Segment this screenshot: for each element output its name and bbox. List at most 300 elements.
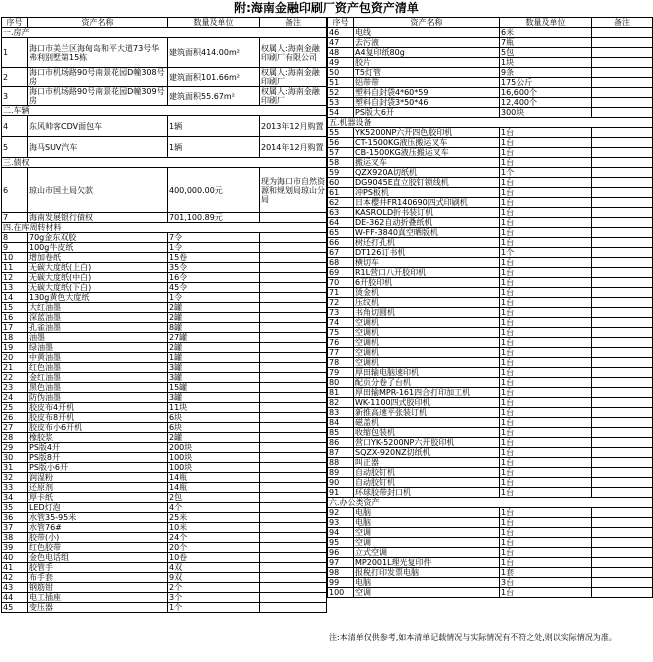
- cell-no: 36: [2, 513, 28, 523]
- cell-remark: [592, 318, 653, 328]
- cell-no: 97: [328, 558, 354, 568]
- cell-no: 98: [328, 568, 354, 578]
- table-row: [328, 328, 653, 338]
- table-row: [328, 568, 653, 578]
- table-row: [2, 593, 327, 603]
- cell-name: 无碳大度纸(上白): [28, 263, 168, 273]
- cell-no: 91: [328, 488, 354, 498]
- cell-qty: 1个: [168, 603, 260, 613]
- cell-qty: 1个: [500, 168, 592, 178]
- cell-name: 空调机: [354, 328, 500, 338]
- cell-name: LED灯泡: [28, 503, 168, 513]
- cell-remark: [260, 593, 327, 603]
- cell-name: 新推高速平张装订机: [354, 408, 500, 418]
- cell-remark: [592, 468, 653, 478]
- cell-remark: [260, 513, 327, 523]
- section-row: [2, 28, 327, 38]
- cell-name: 胶片: [354, 58, 500, 68]
- cell-name: 还原剂: [28, 483, 168, 493]
- cell-remark: [260, 423, 327, 433]
- cell-name: 营口YK-5200NP六开胶印机: [354, 438, 500, 448]
- table-row: [2, 38, 327, 68]
- cell-no: 13: [2, 283, 28, 293]
- cell-remark: [592, 98, 653, 108]
- cell-name: 深蓝油墨: [28, 313, 168, 323]
- table-row: [2, 583, 327, 593]
- cell-name: 东风帅客CDV面包车: [28, 116, 168, 137]
- cell-no: 55: [328, 128, 354, 138]
- table-row: [2, 353, 327, 363]
- table-row: [328, 178, 653, 188]
- cell-remark: [260, 503, 327, 513]
- cell-name: 孔雀油墨: [28, 323, 168, 333]
- cell-no: 85: [328, 428, 354, 438]
- table-row: [328, 428, 653, 438]
- cell-no: 18: [2, 333, 28, 343]
- cell-no: 61: [328, 188, 354, 198]
- cell-name: 厚田输电脑速印机: [354, 368, 500, 378]
- cell-no: 11: [2, 263, 28, 273]
- cell-qty: 1台: [500, 278, 592, 288]
- cell-no: 74: [328, 318, 354, 328]
- table-row: [328, 448, 653, 458]
- cell-name: 金红油墨: [28, 373, 168, 383]
- cell-no: 33: [2, 483, 28, 493]
- table-row: [328, 398, 653, 408]
- cell-no: 76: [328, 338, 354, 348]
- cell-no: 83: [328, 408, 354, 418]
- cell-remark: [260, 393, 327, 403]
- cell-remark: [592, 408, 653, 418]
- cell-remark: [592, 458, 653, 468]
- cell-name: A4复印纸80g: [354, 48, 500, 58]
- cell-qty: 1辆: [168, 137, 260, 158]
- table-row: [2, 263, 327, 273]
- cell-no: 48: [328, 48, 354, 58]
- cell-remark: [592, 538, 653, 548]
- table-row: [328, 518, 653, 528]
- cell-qty: 6块: [168, 413, 260, 423]
- cell-no: 27: [2, 423, 28, 433]
- table-row: [2, 573, 327, 583]
- cell-remark: [592, 258, 653, 268]
- table-row: [328, 138, 653, 148]
- cell-name: 水管35-95米: [28, 513, 168, 523]
- cell-no: 3: [2, 87, 28, 106]
- cell-remark: [592, 48, 653, 58]
- cell-qty: 300块: [500, 108, 592, 118]
- table-row: [2, 233, 327, 243]
- table-row: [328, 438, 653, 448]
- table-row: [328, 38, 653, 48]
- table-row: [2, 453, 327, 463]
- cell-no: 52: [328, 88, 354, 98]
- cell-qty: 1台: [500, 428, 592, 438]
- table-row: [328, 98, 653, 108]
- table-row: [2, 413, 327, 423]
- cell-no: 29: [2, 443, 28, 453]
- cell-name: 胶皮布小6开机: [28, 423, 168, 433]
- cell-remark: [260, 403, 327, 413]
- cell-name: 金色电话组: [28, 553, 168, 563]
- cell-qty: 1台: [500, 448, 592, 458]
- cell-qty: 1台: [500, 418, 592, 428]
- cell-remark: 2013年12月购置: [260, 116, 327, 137]
- table-row: [328, 418, 653, 428]
- cell-qty: 10米: [168, 523, 260, 533]
- cell-name: QZX920A切纸机: [354, 168, 500, 178]
- cell-qty: 20个: [168, 543, 260, 553]
- cell-name: 塑料自封袋4*60*59: [354, 88, 500, 98]
- cell-no: 25: [2, 403, 28, 413]
- cell-qty: 1台: [500, 258, 592, 268]
- cell-name: 冲PS板机: [354, 188, 500, 198]
- cell-remark: [592, 78, 653, 88]
- cell-no: 41: [2, 563, 28, 573]
- cell-no: 100: [328, 588, 354, 598]
- cell-remark: [260, 443, 327, 453]
- cell-name: 压纹机: [354, 298, 500, 308]
- cell-name: 树还打孔机: [354, 238, 500, 248]
- col-header-qty: 数量及单位: [168, 18, 260, 28]
- cell-no: 19: [2, 343, 28, 353]
- col-header-no: 序号: [328, 18, 354, 28]
- cell-qty: 1台: [500, 588, 592, 598]
- cell-name: 环球胶带封口机: [354, 488, 500, 498]
- cell-remark: [592, 428, 653, 438]
- cell-remark: [260, 373, 327, 383]
- col-header-remark: 备注: [592, 18, 653, 28]
- cell-remark: [260, 463, 327, 473]
- cell-no: 51: [328, 78, 354, 88]
- cell-qty: 701,100.89元: [168, 213, 260, 223]
- cell-name: 6开胶印机: [354, 278, 500, 288]
- section-row: [328, 118, 653, 128]
- cell-no: 40: [2, 553, 28, 563]
- table-row: [2, 513, 327, 523]
- table-row: [2, 463, 327, 473]
- table-row: [2, 273, 327, 283]
- cell-no: 31: [2, 463, 28, 473]
- cell-qty: 1台: [500, 518, 592, 528]
- cell-no: 15: [2, 303, 28, 313]
- cell-no: 89: [328, 468, 354, 478]
- cell-remark: [592, 508, 653, 518]
- cell-no: 24: [2, 393, 28, 403]
- cell-no: 53: [328, 98, 354, 108]
- cell-remark: 权属人:海南金融印刷厂有限公司: [260, 38, 327, 68]
- table-row: [2, 343, 327, 353]
- cell-name: 水管76#: [28, 523, 168, 533]
- cell-name: PS版8开: [28, 453, 168, 463]
- cell-no: 1: [2, 38, 28, 68]
- table-row: [328, 278, 653, 288]
- cell-remark: 权属人:海南金融印刷厂: [260, 87, 327, 106]
- table-row: [328, 508, 653, 518]
- cell-no: 56: [328, 138, 354, 148]
- cell-name: 自动胶钉机: [354, 468, 500, 478]
- cell-remark: [260, 273, 327, 283]
- cell-remark: [592, 28, 653, 38]
- cell-qty: 1罐: [168, 353, 260, 363]
- table-row: [2, 403, 327, 413]
- cell-qty: 1台: [500, 488, 592, 498]
- cell-no: 90: [328, 478, 354, 488]
- cell-no: 77: [328, 348, 354, 358]
- cell-remark: [592, 518, 653, 528]
- col-header-name: 资产名称: [28, 18, 168, 28]
- cell-qty: 建筑面积101.66m²: [168, 68, 260, 87]
- cell-no: 4: [2, 116, 28, 137]
- page-title: 附:海南金融印刷厂资产包资产清单: [234, 1, 419, 15]
- cell-no: 64: [328, 218, 354, 228]
- cell-no: 99: [328, 578, 354, 588]
- cell-qty: 4双: [168, 563, 260, 573]
- cell-no: 47: [328, 38, 354, 48]
- table-row: [328, 298, 653, 308]
- cell-remark: [592, 528, 653, 538]
- cell-name: 无碳大度纸(下白): [28, 283, 168, 293]
- cell-qty: 100块: [168, 453, 260, 463]
- cell-name: R1L营口八开胶印机: [354, 268, 500, 278]
- table-row: [328, 68, 653, 78]
- cell-no: 8: [2, 233, 28, 243]
- cell-no: 38: [2, 533, 28, 543]
- table-row: [328, 488, 653, 498]
- cell-no: 5: [2, 137, 28, 158]
- cell-name: 配页分卷了台机: [354, 378, 500, 388]
- cell-qty: 1台: [500, 508, 592, 518]
- table-row: [2, 543, 327, 553]
- cell-no: 94: [328, 528, 354, 538]
- table-row: [328, 188, 653, 198]
- cell-no: 14: [2, 293, 28, 303]
- cell-no: 66: [328, 238, 354, 248]
- cell-qty: 3台: [500, 578, 592, 588]
- cell-qty: 9条: [500, 68, 592, 78]
- cell-remark: [260, 573, 327, 583]
- cell-remark: [592, 588, 653, 598]
- cell-qty: 27罐: [168, 333, 260, 343]
- cell-qty: 1台: [500, 208, 592, 218]
- cell-qty: 6块: [168, 423, 260, 433]
- cell-name: 电脑: [354, 508, 500, 518]
- section-title: 五.机器设备: [328, 118, 653, 128]
- cell-no: 6: [2, 168, 28, 213]
- table-row: [2, 553, 327, 563]
- cell-remark: [592, 278, 653, 288]
- table-row: [2, 303, 327, 313]
- cell-qty: 5包: [500, 48, 592, 58]
- cell-name: WK-1100四式胶印机: [354, 398, 500, 408]
- table-row: [2, 243, 327, 253]
- cell-remark: [592, 488, 653, 498]
- cell-name: T5灯管: [354, 68, 500, 78]
- cell-remark: [592, 368, 653, 378]
- cell-no: 88: [328, 458, 354, 468]
- table-row: [328, 208, 653, 218]
- cell-name: 钢筋钳: [28, 583, 168, 593]
- cell-no: 68: [328, 258, 354, 268]
- table-row: [328, 238, 653, 248]
- cell-name: 铝带带: [354, 78, 500, 88]
- cell-no: 42: [2, 573, 28, 583]
- footnote: 注:本清单仅供参考,如本清单记载情况与实际情况有不符之处,则以实际情况为准。: [329, 633, 617, 642]
- cell-name: PS版4开: [28, 443, 168, 453]
- cell-qty: 1台: [500, 138, 592, 148]
- cell-remark: [592, 298, 653, 308]
- table-row: [328, 268, 653, 278]
- table-row: [2, 523, 327, 533]
- cell-remark: [592, 58, 653, 68]
- cell-name: 黑色油墨: [28, 383, 168, 393]
- table-row: [2, 116, 327, 137]
- cell-remark: 权属人:海南金融印刷厂: [260, 68, 327, 87]
- cell-qty: 3罐: [168, 363, 260, 373]
- cell-name: 70g金东双胶: [28, 233, 168, 243]
- cell-remark: [260, 283, 327, 293]
- cell-no: 22: [2, 373, 28, 383]
- cell-name: 收缩包装机: [354, 428, 500, 438]
- cell-remark: [260, 333, 327, 343]
- cell-remark: [260, 253, 327, 263]
- cell-no: 49: [328, 58, 354, 68]
- cell-name: 海南发展银行债权: [28, 213, 168, 223]
- table-row: [328, 468, 653, 478]
- cell-qty: 1台: [500, 218, 592, 228]
- cell-qty: 1台: [500, 318, 592, 328]
- table-row: [328, 348, 653, 358]
- table-row: [2, 483, 327, 493]
- cell-no: 87: [328, 448, 354, 458]
- cell-no: 72: [328, 298, 354, 308]
- cell-qty: 400,000.00元: [168, 168, 260, 213]
- cell-remark: [592, 178, 653, 188]
- cell-remark: [260, 323, 327, 333]
- cell-name: 搬运叉车: [354, 158, 500, 168]
- cell-qty: 1台: [500, 178, 592, 188]
- table-row: [328, 258, 653, 268]
- cell-remark: [260, 303, 327, 313]
- cell-name: 磁盖机: [354, 418, 500, 428]
- cell-no: 32: [2, 473, 28, 483]
- cell-name: 布手套: [28, 573, 168, 583]
- cell-remark: [592, 158, 653, 168]
- section-title: 三.债权: [2, 158, 327, 168]
- cell-qty: 3个: [168, 593, 260, 603]
- cell-qty: 2罐: [168, 343, 260, 353]
- cell-no: 86: [328, 438, 354, 448]
- table-row: [328, 578, 653, 588]
- cell-no: 93: [328, 518, 354, 528]
- cell-qty: 1块: [500, 58, 592, 68]
- cell-no: 80: [328, 378, 354, 388]
- cell-qty: 1个: [500, 248, 592, 258]
- cell-no: 45: [2, 603, 28, 613]
- cell-qty: 1台: [500, 388, 592, 398]
- cell-remark: [592, 138, 653, 148]
- table-row: [328, 168, 653, 178]
- table-row: [328, 198, 653, 208]
- cell-qty: 25米: [168, 513, 260, 523]
- table-row: [2, 563, 327, 573]
- cell-no: 65: [328, 228, 354, 238]
- section-title: 六.办公类资产: [328, 498, 653, 508]
- cell-remark: [592, 198, 653, 208]
- col-header-remark: 备注: [260, 18, 327, 28]
- cell-qty: 建筑面积414.00m²: [168, 38, 260, 68]
- cell-name: 红色油墨: [28, 363, 168, 373]
- cell-no: 78: [328, 358, 354, 368]
- cell-no: 21: [2, 363, 28, 373]
- cell-remark: [260, 453, 327, 463]
- header-row: [328, 18, 653, 28]
- table-row: [328, 388, 653, 398]
- cell-qty: 1台: [500, 328, 592, 338]
- cell-qty: 1套: [500, 568, 592, 578]
- cell-no: 54: [328, 108, 354, 118]
- table-row: [328, 228, 653, 238]
- cell-name: 空调: [354, 588, 500, 598]
- cell-remark: [592, 248, 653, 258]
- cell-remark: [592, 578, 653, 588]
- cell-remark: [592, 338, 653, 348]
- cell-remark: [592, 398, 653, 408]
- cell-qty: 9双: [168, 573, 260, 583]
- cell-no: 96: [328, 548, 354, 558]
- cell-name: 电线: [354, 28, 500, 38]
- cell-remark: [592, 378, 653, 388]
- cell-remark: [592, 88, 653, 98]
- cell-no: 43: [2, 583, 28, 593]
- cell-remark: [592, 128, 653, 138]
- cell-name: 胶带(小): [28, 533, 168, 543]
- table-row: [328, 308, 653, 318]
- cell-name: 润湿粉: [28, 473, 168, 483]
- table-row: [328, 148, 653, 158]
- cell-qty: 2罐: [168, 433, 260, 443]
- table-row: [328, 538, 653, 548]
- table-row: [2, 493, 327, 503]
- cell-remark: [260, 293, 327, 303]
- cell-no: 7: [2, 213, 28, 223]
- section-title: 四.在库周转材料: [2, 223, 327, 233]
- cell-remark: [260, 263, 327, 273]
- table-row: [328, 588, 653, 598]
- cell-name: 海马SUV汽车: [28, 137, 168, 158]
- cell-name: 空调机: [354, 348, 500, 358]
- cell-no: 44: [2, 593, 28, 603]
- cell-no: 63: [328, 208, 354, 218]
- cell-remark: [592, 328, 653, 338]
- cell-name: W-FF-3840真空晒版机: [354, 228, 500, 238]
- cell-remark: [260, 363, 327, 373]
- cell-no: 39: [2, 543, 28, 553]
- table-row: [2, 293, 327, 303]
- cell-qty: 1台: [500, 148, 592, 158]
- cell-name: 红色胶带: [28, 543, 168, 553]
- cell-qty: 6米: [500, 28, 592, 38]
- table-row: [2, 383, 327, 393]
- cell-name: 空调机: [354, 338, 500, 348]
- table-row: [328, 338, 653, 348]
- table-row: [2, 333, 327, 343]
- cell-remark: [260, 483, 327, 493]
- table-row: [328, 158, 653, 168]
- cell-qty: 1台: [500, 528, 592, 538]
- cell-no: 34: [2, 493, 28, 503]
- cell-remark: [592, 478, 653, 488]
